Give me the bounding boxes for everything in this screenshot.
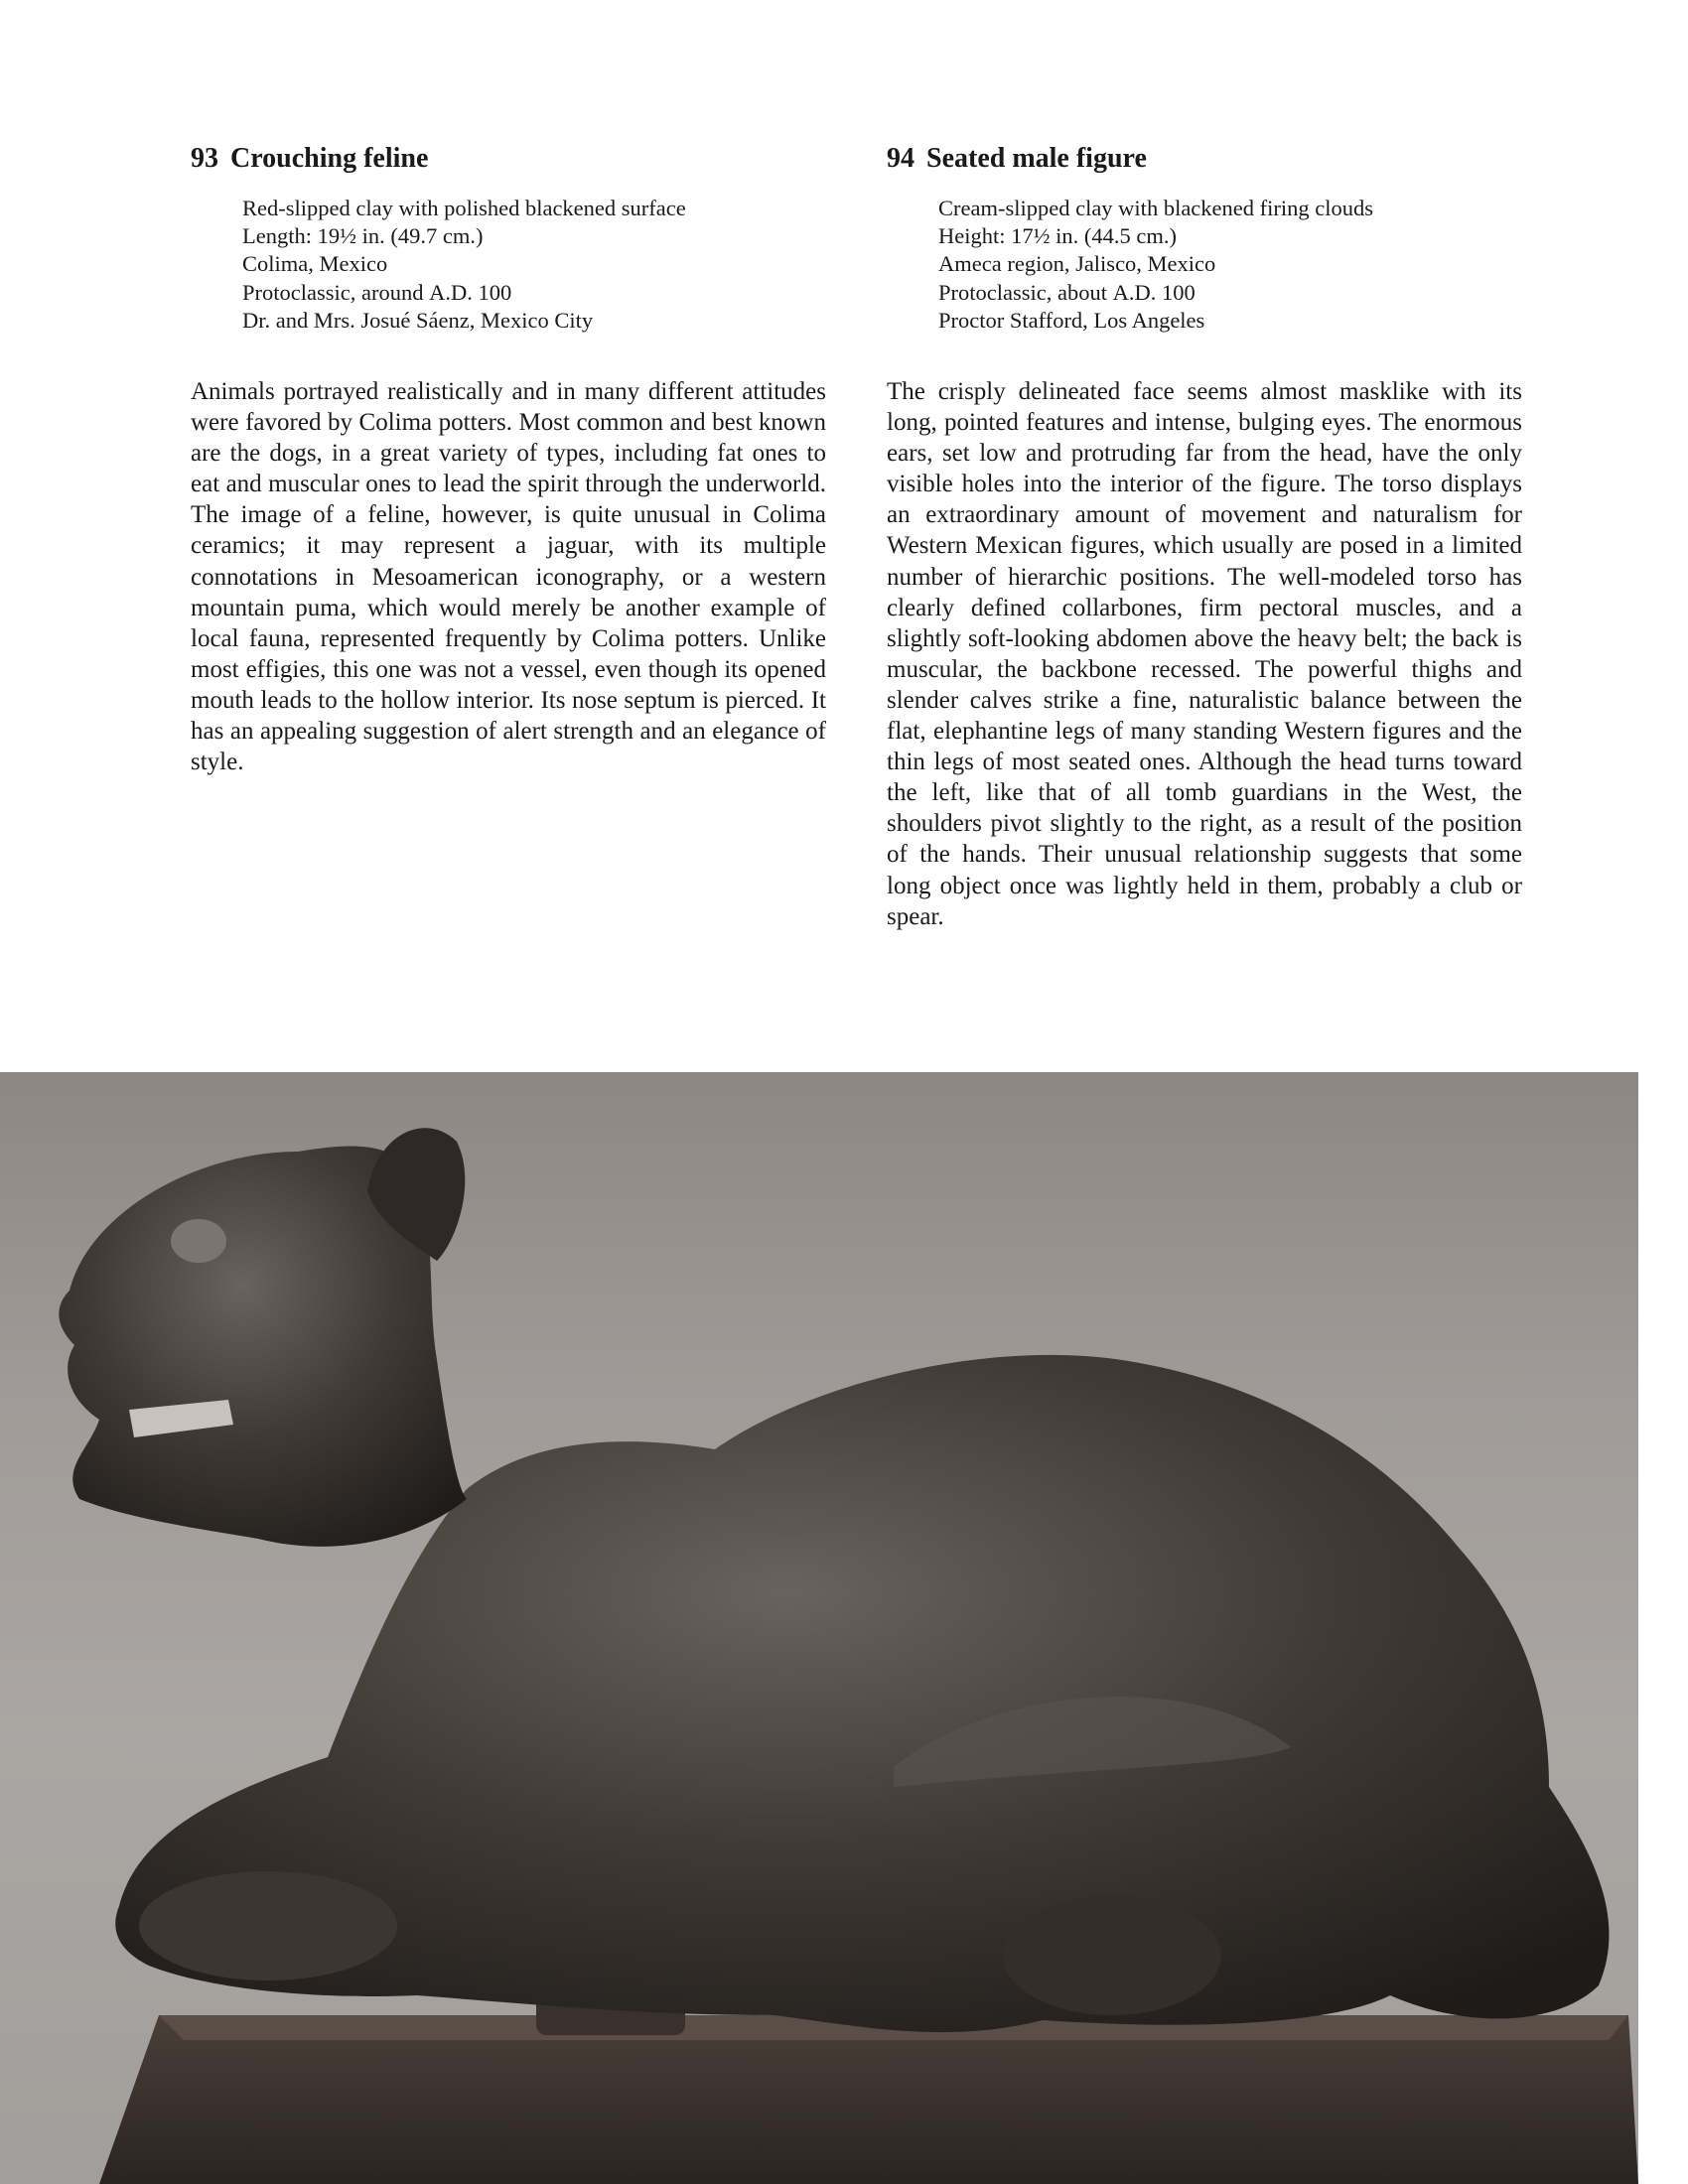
spec-period-era: A.D. <box>429 279 473 305</box>
entry-title-text: Crouching feline <box>230 143 429 174</box>
feline-eye <box>171 1219 226 1263</box>
feline-front-paw <box>139 1871 397 1980</box>
spec-period-prefix: Protoclassic, around <box>242 279 430 305</box>
spec-collection: Dr. and Mrs. Josué Sáenz, Mexico City <box>242 307 594 333</box>
spec-period-era: A.D. <box>1112 279 1157 305</box>
entry-specs <box>242 195 826 335</box>
display-base <box>99 2015 1638 2184</box>
entry-93 <box>191 141 826 777</box>
spec-period-prefix: Protoclassic, about <box>938 279 1113 305</box>
spec-collection: Proctor Stafford, Los Angeles <box>938 307 1205 333</box>
spec-period-year: 100 <box>472 279 512 305</box>
spec-place: Colima, Mexico <box>242 251 388 277</box>
feline-hind-paw <box>1003 1896 1221 2015</box>
spec-material: Red-slipped clay with polished blackened surface <box>242 196 686 220</box>
spec-material: Cream-slipped clay with blackened firing clouds <box>938 196 1373 220</box>
spec-dimension: Length: 19½ in. (49.7 cm.) <box>242 223 484 249</box>
entry-specs <box>938 195 1522 335</box>
feline-sculpture-illustration <box>0 1072 1638 2184</box>
feline-photograph <box>0 1072 1638 2184</box>
spec-period <box>938 279 1522 307</box>
entry-title <box>887 141 1522 177</box>
entry-description: The crisply delineated face seems almost masklike with its long, pointed features and intense, bulging eyes. The enormous ears, set low and protruding far from the head, have the only visible holes into the interior of the figure. The torso displays an extraordinary amount of movement and naturalism for Western Mexican figures, which usually are posed in a limited number of hierarchic positions. The well-modeled torso has clearly defined collarbones, firm pectoral muscles, and a slightly soft-looking abdomen above the heavy belt; the back is muscular, the backbone recessed. The powerful thighs and slender calves strike a fine, naturalistic balance between the flat, elephantine legs of many standing Western figures and the thin legs of most seated ones. Although the head turns toward the left, like that of all tomb guardians in the West, the shoulders pivot slightly to the right, as a result of the position of the hands. Their unusual relationship suggests that some long object once was lightly held in them, probably a club or spear. <box>887 378 1522 930</box>
entry-title-text: Seated male figure <box>926 143 1147 174</box>
spec-period <box>242 279 826 307</box>
spec-period-year: 100 <box>1156 279 1196 305</box>
spec-place: Ameca region, Jalisco, Mexico <box>938 251 1216 277</box>
entry-number: 93 <box>191 143 218 174</box>
entry-title <box>191 141 826 177</box>
entry-94 <box>887 141 1522 932</box>
entry-description: Animals portrayed realistically and in many different attitudes were favored by Colima potters. Most common and best known are the dogs, in a great variety of types, including fat ones to eat and muscular ones to lead the spirit through the underworld. The image of a feline, however, is quite unusual in Colima ceramics; it may represent a jaguar, with its multiple connotations in Mesoamerican iconography, or a western mountain puma, which would merely be another example of local fauna, represented frequently by Colima potters. Unlike most effigies, this one was not a vessel, even though its opened mouth leads to the hollow interior. Its nose septum is pierced. It has an appealing suggestion of alert strength and an elegance of style. <box>191 378 826 776</box>
spec-dimension: Height: 17½ in. (44.5 cm.) <box>938 223 1177 249</box>
entry-number: 94 <box>887 143 914 174</box>
